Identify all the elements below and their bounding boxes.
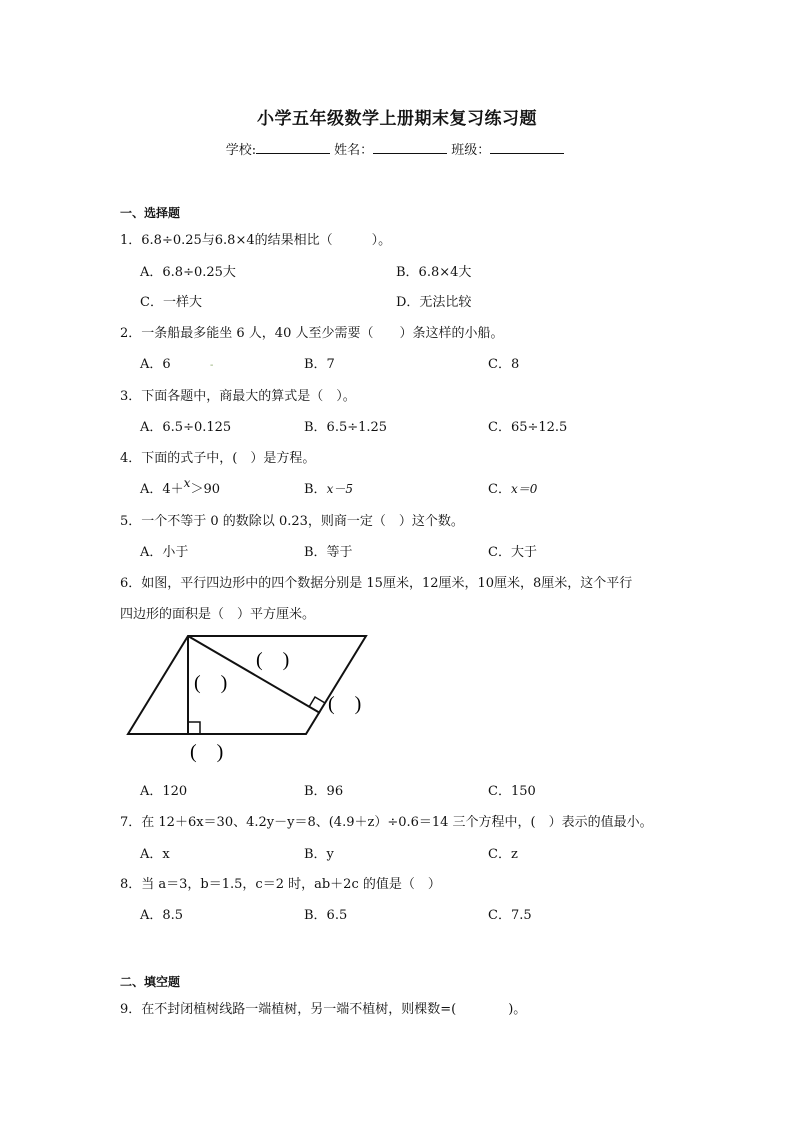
q3-option-c: C．65÷12.5 <box>488 420 568 435</box>
q4-c-prefix: C． <box>488 482 511 497</box>
label-right-side: ( ) <box>328 693 362 715</box>
question-6-line-1: 6．如图，平行四边形中的四个数据分别是 15厘米，12厘米，10厘米，8厘米，这个平行 <box>120 576 633 591</box>
q1-option-d: D．无法比较 <box>396 295 472 310</box>
stray-mark: - <box>210 360 214 371</box>
label-upper-segment: ( ) <box>256 649 290 671</box>
question-3: 3．下面各题中，商最大的算式是（ ）。 <box>120 389 356 404</box>
q4-option-a <box>140 478 220 497</box>
q1-option-a: A．6.8÷0.25大 <box>140 265 236 280</box>
q4-b-expression: x－5 <box>326 482 353 496</box>
section-fill-heading: 二、填空题 <box>120 975 181 989</box>
parallelogram-outline <box>128 636 366 734</box>
q4-c-expression: x＝0 <box>510 482 538 496</box>
question-9: 9．在不封闭植树线路一端植树，另一端不植树，则棵数=( )。 <box>120 1002 527 1017</box>
q2-option-c: C．8 <box>488 357 520 372</box>
school-label: 学校: <box>225 143 257 158</box>
info-line <box>0 139 794 158</box>
q6-option-c: C．150 <box>488 784 536 799</box>
q3-option-a: A．6.5÷0.125 <box>140 420 232 435</box>
section-choice-heading: 一、选择题 <box>120 206 181 220</box>
q8-option-a: A．8.5 <box>140 908 184 923</box>
q4-b-prefix: B． <box>304 482 327 497</box>
q7-option-b: B．y <box>304 847 334 862</box>
class-blank <box>490 141 564 154</box>
q3-option-b: B．6.5÷1.25 <box>304 420 388 435</box>
q8-option-b: B．6.5 <box>304 908 348 923</box>
name-blank <box>373 141 447 154</box>
school-blank <box>256 141 330 154</box>
q5-option-b: B．等于 <box>304 545 353 560</box>
question-6-line-2: 四边形的面积是（ ）平方厘米。 <box>120 607 316 622</box>
q6-option-a: A．120 <box>140 784 188 799</box>
question-4: 4．下面的式子中，( ）是方程。 <box>120 451 316 466</box>
right-angle-mark-base <box>188 722 200 734</box>
question-1: 1．6.8÷0.25与6.8×4的结果相比（ ）。 <box>120 233 392 248</box>
q5-option-c: C．大于 <box>488 545 537 560</box>
question-5: 5．一个不等于 0 的数除以 0.23，则商一定（ ）这个数。 <box>120 514 464 529</box>
q7-option-c: C．z <box>488 847 518 862</box>
q1-option-c: C．一样大 <box>140 295 202 310</box>
q4-option-b <box>304 478 353 497</box>
question-2: 2．一条船最多能坐 6 人，40 人至少需要（ ）条这样的小船。 <box>120 326 504 341</box>
q4-a-variable: x <box>183 476 191 490</box>
question-8: 8．当 a＝3，b＝1.5，c＝2 时，ab＋2c 的值是（ ） <box>120 877 441 892</box>
question-7: 7．在 12＋6x＝30、4.2y－y＝8、(4.9＋z）÷0.6＝14 三个方程中，( ）表示的值最小。 <box>120 815 653 830</box>
name-label: 姓名： <box>334 143 374 158</box>
q4-a-suffix: ＞90 <box>190 482 220 497</box>
q7-option-a: A．x <box>140 847 170 862</box>
q4-a-prefix: A．4＋ <box>140 482 184 497</box>
q5-option-a: A．小于 <box>140 545 189 560</box>
q2-option-a: A．6 <box>140 357 171 372</box>
parallelogram-figure <box>120 630 390 770</box>
label-vertical-height: ( ) <box>194 672 228 694</box>
q6-option-b: B．96 <box>304 784 344 799</box>
q8-option-c: C．7.5 <box>488 908 532 923</box>
label-base: ( ) <box>190 741 224 763</box>
class-label: 班级： <box>451 143 491 158</box>
q2-option-b: B．7 <box>304 357 335 372</box>
page-title: 小学五年级数学上册期末复习练习题 <box>257 109 537 129</box>
q1-option-b: B．6.8×4大 <box>396 265 472 280</box>
q4-option-c <box>488 478 537 497</box>
